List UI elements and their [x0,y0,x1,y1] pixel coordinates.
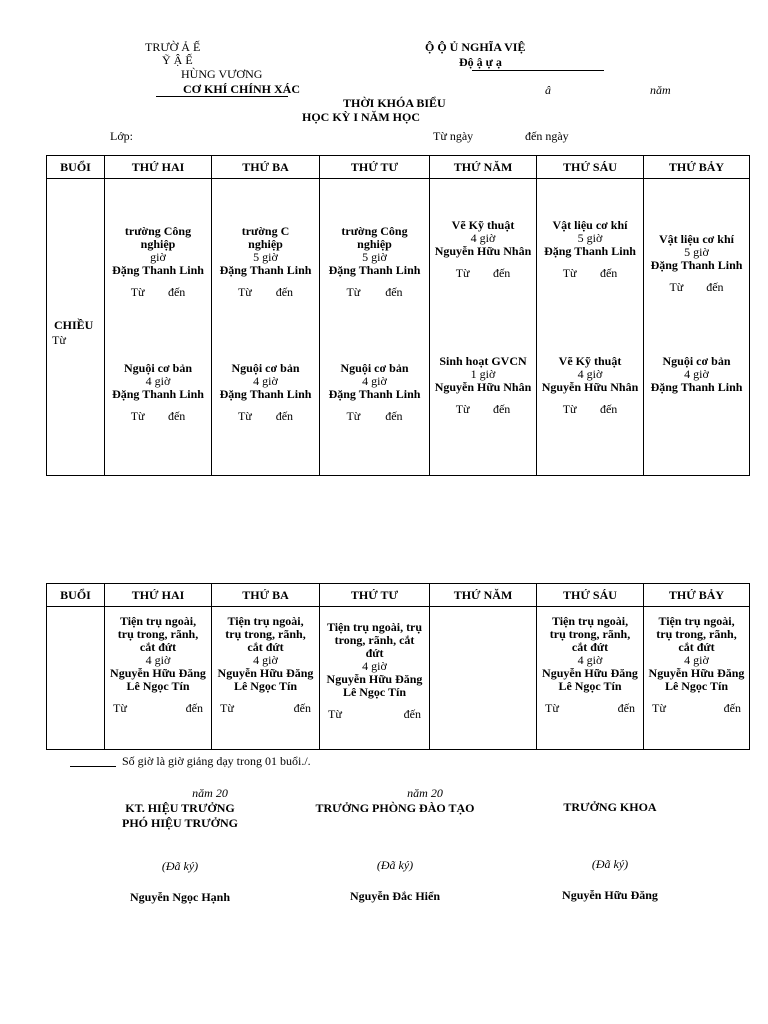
class-slot [430,355,536,416]
signature-block-training [300,786,490,904]
class-slot [644,615,749,715]
subject: Vật liệu cơ khí [552,218,628,232]
hours: 4 giờ [470,231,496,245]
hours: 5 giờ [577,231,603,245]
teacher: Nguyễn Hữu Nhân [541,380,639,394]
signature-signed: (Đã ký) [376,858,414,872]
from-label: Từ [455,266,470,280]
teacher: Nguyễn Hữu Nhân [434,244,532,258]
day-cell-friday [537,179,644,476]
subject: Vật liệu cơ khí [659,232,734,246]
class-slot [212,225,319,299]
header-monday: THỨ HAI [105,156,212,179]
day-cell-tuesday [212,179,320,476]
from-label: Từ [328,707,342,721]
hours: 4 giờ [362,659,387,673]
to-label: đến [167,409,186,423]
day-cell-wednesday [320,607,430,750]
header-tuesday: THỨ BA [212,584,320,607]
to-label: đến [599,266,618,280]
subject: trường Công nghiệp [341,224,408,251]
teacher: Nguyễn Hữu Đăng Lê Ngọc Tín [542,666,638,693]
class-slot [320,362,429,423]
day-cell-monday [105,179,212,476]
subject: Tiện trụ ngoài, trụ trong, rãnh, cắt đứt [656,614,737,654]
session-cell [47,179,105,476]
page-title: THỜI KHÓA BIỂU [343,96,446,110]
class-slot [537,355,643,416]
day-cell-saturday [644,607,750,750]
hours: 1 giờ [470,367,496,381]
signature-signed: (Đã ký) [161,859,199,873]
from-label: Từ [237,285,252,299]
footnote: Số giờ là giờ giảng dạy trong 01 buổi./. [122,754,311,768]
signature-year: năm 20 [407,786,443,800]
date-line-year: năm [650,83,671,97]
teacher: Đặng Thanh Linh [328,263,421,277]
hours: 4 giờ [253,653,278,667]
country-header: Ộ Ộ Ủ NGHĨA VIỆ [425,40,526,54]
semester-title: HỌC KỲ I NĂM HỌC [302,110,420,124]
teacher: Nguyễn Hữu Đăng Lê Ngọc Tín [326,672,423,699]
from-label: Từ [130,285,145,299]
subject: Nguội cơ bản [340,361,409,375]
header-friday: THỨ SÁU [537,584,644,607]
session-cell [47,607,105,750]
subject: Vẽ Kỹ thuật [558,354,622,368]
signature-title: TRƯỞNG PHÒNG ĐÀO TẠO [315,801,475,815]
signature-name: Nguyễn Ngọc Hạnh [129,890,230,904]
to-label: đến [275,409,294,423]
class-slot [105,225,211,299]
hours: 4 giờ [577,367,603,381]
to-label: đến [385,285,403,299]
hours: 4 giờ [362,374,387,388]
session-sub: Từ [52,333,66,347]
day-cell-friday [537,607,644,750]
motto-underline [472,70,604,71]
from-label: Từ [455,402,470,416]
to-label: đến [293,701,311,715]
class-slot [644,355,749,394]
to-label: đến [385,409,403,423]
to-label: đến [617,701,635,715]
to-label: đến [492,402,511,416]
hours: 4 giờ [145,374,171,388]
teacher: Nguyễn Hữu Đăng Lê Ngọc Tín [217,666,314,693]
from-label: Từ [220,701,234,715]
from-label: Từ [237,409,252,423]
header-saturday: THỨ BẢY [644,584,750,607]
from-label: Từ [545,701,559,715]
hours: 4 giờ [684,367,709,381]
subject: trường C nghiệp [241,224,290,251]
teacher: Đặng Thanh Linh [112,387,204,401]
from-label: Từ [669,280,684,294]
teacher: Đặng Thanh Linh [650,380,743,394]
day-cell-saturday [644,179,750,476]
header-wednesday: THỨ TƯ [320,584,430,607]
to-label: đến [706,280,724,294]
from-date-label: Từ ngày [433,129,474,143]
to-label: đến [723,701,741,715]
from-label: Từ [346,409,361,423]
teacher: Đặng Thanh Linh [112,263,204,277]
school-header-line2: Ỹ Ậ Ế [162,53,193,67]
from-label: Từ [130,409,145,423]
day-cell-thursday [430,179,537,476]
hours: 4 giờ [253,374,278,388]
department-name: CƠ KHÍ CHÍNH XÁC [183,82,301,96]
teacher: Nguyễn Hữu Đăng Lê Ngọc Tín [648,666,745,693]
class-slot [212,362,319,423]
to-label: đến [492,266,511,280]
class-slot [212,615,319,715]
to-label: đến [275,285,294,299]
subject: trường Công nghiệp [124,224,192,251]
subject: Tiện trụ ngoài, trụ trong, rãnh, cắt đứt [549,614,631,654]
header-session: BUỔI [47,156,105,179]
subject: Nguội cơ bản [662,354,731,368]
hours: 4 giờ [577,653,603,667]
hours: giờ [150,250,166,264]
signature-signed: (Đã ký) [591,857,629,871]
to-label: đến [599,402,618,416]
timetable-workshop [46,583,750,750]
header-tuesday: THỨ BA [212,156,320,179]
day-cell-wednesday [320,179,430,476]
header-session: BUỔI [47,584,105,607]
from-label: Từ [113,701,127,715]
hours: 5 giờ [253,250,278,264]
class-slot [430,219,536,280]
from-label: Từ [562,402,577,416]
department-underline [156,96,288,97]
from-label: Từ [652,701,666,715]
hours: 4 giờ [684,653,709,667]
teacher: Đặng Thanh Linh [328,387,421,401]
footnote-rule [70,766,116,767]
to-label: đến [167,285,186,299]
class-slot [105,615,211,715]
subject: Tiện trụ ngoài, trụ trong, rãnh, cắt đứt [225,614,306,654]
class-slot [537,219,643,280]
class-slot [320,225,429,299]
to-date-label: đến ngày [525,129,569,143]
teacher: Đặng Thanh Linh [650,258,743,272]
from-label: Từ [346,285,361,299]
motto-header: Độ ậ ự ạ [459,55,502,69]
from-label: Từ [562,266,577,280]
class-slot [644,233,749,294]
subject: Nguội cơ bản [124,361,192,375]
subject: Tiện trụ ngoài, trụ trong, rãnh, cắt đứt [117,614,199,654]
class-slot [105,362,211,423]
class-slot [537,615,643,715]
subject: Tiện trụ ngoài, trụ trong, rãnh, cắt đứt [326,620,423,660]
signature-name: Nguyễn Hữu Đăng [562,888,658,902]
class-label: Lớp: [110,129,134,143]
header-friday: THỨ SÁU [537,156,644,179]
header-saturday: THỨ BẢY [644,156,750,179]
header-thursday: THỨ NĂM [430,156,537,179]
header-monday: THỨ HAI [105,584,212,607]
subject: Vẽ Kỹ thuật [451,218,515,232]
date-line-mid: â [545,83,551,97]
signature-block-principal [100,786,260,905]
teacher: Đặng Thanh Linh [544,244,636,258]
signature-title: KT. HIỆU TRƯỞNG [125,801,235,815]
hours: 5 giờ [684,245,709,259]
header-wednesday: THỨ TƯ [320,156,430,179]
day-cell-monday [105,607,212,750]
teacher: Đặng Thanh Linh [219,263,312,277]
teacher: Nguyễn Hữu Nhân [434,380,532,394]
signature-title: TRƯỞNG KHOA [563,800,657,814]
signature-block-faculty [530,786,690,903]
signature-name: Nguyễn Đắc Hiển [350,889,440,903]
subject: Nguội cơ bản [231,361,300,375]
school-header-line1: TRƯỜ Ả Ế [145,40,201,54]
hours: 4 giờ [145,653,171,667]
header-thursday: THỨ NĂM [430,584,537,607]
to-label: đến [185,701,203,715]
hours: 5 giờ [362,250,387,264]
teacher: Đặng Thanh Linh [219,387,312,401]
class-slot [320,621,429,721]
subject: Sinh hoạt GVCN [439,354,527,368]
session-label: CHIỀU [54,318,94,332]
day-cell-thursday [430,607,537,750]
school-name: HÙNG VƯƠNG [181,67,263,81]
signature-year: năm 20 [192,786,228,800]
timetable-afternoon [46,155,750,476]
to-label: đến [403,707,421,721]
signature-title-sub: PHÓ HIỆU TRƯỞNG [121,816,238,830]
teacher: Nguyễn Hữu Đăng Lê Ngọc Tín [110,666,206,693]
day-cell-tuesday [212,607,320,750]
